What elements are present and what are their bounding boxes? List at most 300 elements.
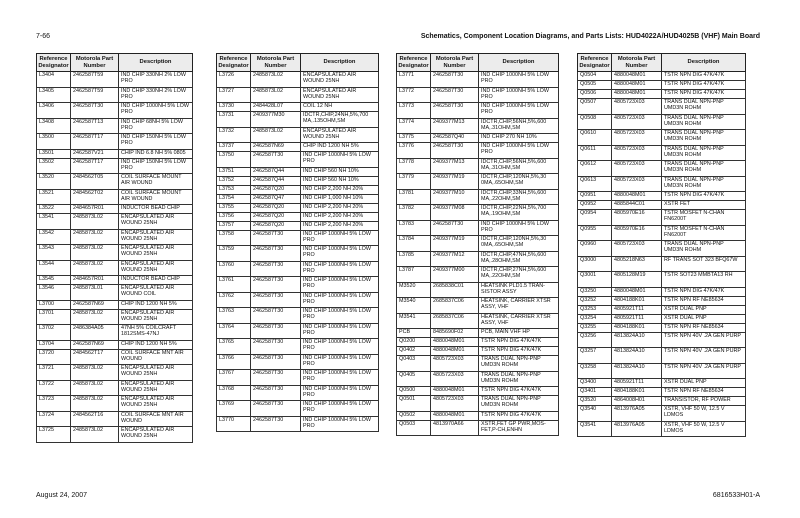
table-row [578, 332, 746, 348]
part-number: 2462587T30 [431, 72, 479, 88]
table-row [397, 158, 559, 174]
reference-designator: L3765 [217, 339, 251, 355]
col-header-description: Description [301, 54, 379, 72]
table-row [37, 134, 193, 150]
description: IND CHIP 1000NH 5% LOW PRO [301, 354, 379, 370]
part-number: 4813976A05 [612, 406, 662, 422]
table-row [217, 230, 379, 246]
part-number: 2409377M08 [431, 205, 479, 221]
description: TRANS DUAL NPN-PNP UMD3N ROHM [662, 161, 746, 177]
description: TSTR NPN DIG 47K/47K [662, 192, 746, 201]
table-row [217, 194, 379, 203]
reference-designator: L3778 [397, 158, 431, 174]
reference-designator: Q0612 [578, 161, 612, 177]
part-number: 2409377M10 [431, 189, 479, 205]
description: IDCTR,CHIP,47NH,5%,600 MA,.28OHM,SM [479, 251, 559, 267]
part-number: 4805723X03 [612, 99, 662, 115]
table-row [37, 103, 193, 119]
reference-designator: L3723 [37, 396, 71, 412]
part-number: 4880048M01 [612, 287, 662, 296]
reference-designator: L3732 [217, 127, 251, 143]
table-row [397, 298, 559, 314]
part-number: 2462587Q20 [251, 212, 301, 221]
description: IND CHIP 1,000 NH 10% [301, 194, 379, 203]
description: TRANS DUAL NPN-PNP UMD3N ROHM [662, 176, 746, 192]
description: XSTR DUAL PNP [662, 314, 746, 323]
description: TSTR NPN 40V .2A GEN PURP [662, 348, 746, 364]
reference-designator: Q0504 [578, 72, 612, 81]
reference-designator: L3408 [37, 118, 71, 134]
col-header-part-number: Motorola Part Number [431, 54, 479, 72]
table-row [578, 272, 746, 288]
part-number: 2409377M19 [431, 174, 479, 190]
part-number: 2484562T17 [71, 349, 119, 365]
table-row [397, 134, 559, 143]
part-number: 2462587T30 [251, 152, 301, 168]
reference-designator: Q3257 [578, 348, 612, 364]
table-row [37, 309, 193, 325]
description: IND CHIP 2,200 NH 20% [301, 203, 379, 212]
description: IND CHIP 1000NH 5% LOW PRO [301, 370, 379, 386]
table-row [37, 118, 193, 134]
col-header-description: Description [662, 54, 746, 72]
table-row [37, 427, 193, 443]
part-number: 2485873L02 [71, 309, 119, 325]
part-number: 2462587T30 [431, 87, 479, 103]
description: TRANS DUAL NPN-PNP UMD3N ROHM [662, 114, 746, 130]
reference-designator: L3772 [397, 87, 431, 103]
table-row [578, 397, 746, 406]
table-row [217, 221, 379, 230]
description: TRANS DUAL NPN-PNP UMD3N ROHM [662, 99, 746, 115]
description: TSTR NPN 40V .2A GEN PURP [662, 363, 746, 379]
table-row [397, 313, 559, 329]
reference-designator: L3758 [217, 230, 251, 246]
reference-designator: Q0200 [397, 338, 431, 347]
reference-designator: L3773 [397, 103, 431, 119]
reference-designator: L3722 [37, 380, 71, 396]
reference-designator: L3755 [217, 203, 251, 212]
reference-designator: Q0402 [397, 347, 431, 356]
part-number: 2462587T30 [431, 220, 479, 236]
reference-designator: L3501 [37, 149, 71, 158]
table-row [37, 300, 193, 309]
reference-designator: L3768 [217, 385, 251, 401]
table-row [578, 348, 746, 364]
part-number: 2462587Q20 [251, 221, 301, 230]
part-number: 2485873L01 [71, 285, 119, 301]
part-number: 2409377M13 [431, 118, 479, 134]
reference-designator: L3764 [217, 323, 251, 339]
part-number: 4880048M01 [431, 347, 479, 356]
part-number: 2485873L02 [71, 396, 119, 412]
part-number: 2462587T30 [431, 143, 479, 159]
table-row [37, 245, 193, 261]
description: IND CHIP 1000NH 5% LOW PRO [301, 246, 379, 262]
table-row [578, 241, 746, 257]
description: CHIP IND 1200 NH 5% [119, 340, 193, 349]
description: IND CHIP 1000NH 5% LOW PRO [301, 401, 379, 417]
part-number: 2685838C01 [431, 282, 479, 298]
reference-designator: L3754 [217, 194, 251, 203]
reference-designator: PCB [397, 329, 431, 338]
part-number: 4804188K01 [612, 323, 662, 332]
description: TSTR NPN 40V .2A GEN PURP [662, 332, 746, 348]
description: TRANS DUAL NPN-PNP UMD3N ROHM [479, 371, 559, 387]
part-number: 4805970E16 [612, 210, 662, 226]
description: IND CHIP 68NH 5% LOW PRO [119, 118, 193, 134]
reference-designator: L3770 [217, 416, 251, 432]
part-number: 4813976A05 [612, 421, 662, 437]
part-number: 2484657R01 [71, 276, 119, 285]
table-row [397, 174, 559, 190]
description: ENCAPSULATED AIR WOUND 25NH [119, 309, 193, 325]
table-row [578, 305, 746, 314]
reference-designator: Q0960 [578, 241, 612, 257]
reference-designator: L3750 [217, 152, 251, 168]
part-number: 4805970E16 [612, 225, 662, 241]
part-number: 2685837C06 [431, 313, 479, 329]
description: ENCAPSULATED AIR WOUND 25NH [119, 380, 193, 396]
description: COIL SURFACE MOUNT AIR WOUND [119, 174, 193, 190]
part-number: 2409377M30 [251, 112, 301, 128]
reference-designator: L3784 [397, 236, 431, 252]
table-row [578, 256, 746, 272]
reference-designator: Q3255 [578, 323, 612, 332]
table-row [37, 72, 193, 88]
reference-designator: L3767 [217, 370, 251, 386]
part-number: 8485690F02 [431, 329, 479, 338]
reference-designator: L3771 [397, 72, 431, 88]
reference-designator: L3724 [37, 411, 71, 427]
part-number: 2486384A05 [71, 325, 119, 341]
part-number: 2462587T59 [71, 87, 119, 103]
page-header [36, 33, 760, 45]
part-number: 2485873L02 [71, 229, 119, 245]
table-row [578, 323, 746, 332]
part-number: 4880048M01 [612, 72, 662, 81]
part-number: 2462587N69 [251, 143, 301, 152]
part-number: 2484428L07 [251, 103, 301, 112]
description: TSTR NPN DIG 47K/47K [662, 90, 746, 99]
description: TRANS DUAL NPN-PNP UMD3N ROHM [662, 145, 746, 161]
part-number: 2462587Q20 [251, 203, 301, 212]
description: COIL SURFACE MNT AIR WOUND [119, 349, 193, 365]
description: IDCTR,CHIP,56NH,5%,600 MA,.31OHM,SM [479, 158, 559, 174]
description: IND CHIP 1000NH 5% LOW PRO [479, 72, 559, 88]
reference-designator: L3725 [37, 427, 71, 443]
description: TSTR NPN RF NE85634 [662, 296, 746, 305]
part-number: 2462587T17 [71, 158, 119, 174]
part-number: 4805921T11 [612, 305, 662, 314]
reference-designator: Q0403 [397, 356, 431, 372]
part-number: 4880048M01 [431, 387, 479, 396]
reference-designator: L3521 [37, 189, 71, 205]
reference-designator: M3541 [397, 313, 431, 329]
table-row [217, 167, 379, 176]
part-number: 2462587T30 [431, 103, 479, 119]
reference-designator: L3759 [217, 246, 251, 262]
reference-designator: L3726 [217, 72, 251, 88]
table-row [217, 143, 379, 152]
col-header-description: Description [119, 54, 193, 72]
description: IDCTR,CHIP,120NH,5%,30 0MA,.65OHM,SM [479, 236, 559, 252]
part-number: 2462587N69 [71, 340, 119, 349]
reference-designator: Q0506 [578, 90, 612, 99]
reference-designator: L3541 [37, 214, 71, 230]
table-row [397, 267, 559, 283]
description: IND CHIP 1000NH 5% LOW PRO [301, 292, 379, 308]
part-number: 2485873L02 [251, 87, 301, 103]
description: TSTR NPN DIG 47K/47K [479, 387, 559, 396]
part-number: 2462587T13 [71, 118, 119, 134]
description: IND CHIP 1000NH 5% LOW PRO [301, 308, 379, 324]
reference-designator: L3781 [397, 189, 431, 205]
reference-designator: L3730 [217, 103, 251, 112]
table-row [217, 72, 379, 88]
reference-designator: L3761 [217, 277, 251, 293]
description: ENCAPSULATED AIR WOUND 25NH [301, 72, 379, 88]
description: TSTR MOSFET N-CHAN FN6200T [662, 210, 746, 226]
table-row [217, 185, 379, 194]
part-number: 2409377M00 [431, 267, 479, 283]
part-number: 4813970A66 [431, 420, 479, 436]
table-row [578, 201, 746, 210]
reference-designator: L3522 [37, 205, 71, 214]
reference-designator: L3544 [37, 260, 71, 276]
table-row [397, 411, 559, 420]
part-number: 2462587Q47 [251, 194, 301, 203]
part-number: 2484657R01 [71, 205, 119, 214]
description: IND CHIP 1000NH 5% LOW PRO [301, 152, 379, 168]
part-number: 4805723X03 [612, 241, 662, 257]
reference-designator: L3404 [37, 72, 71, 88]
table-row [37, 87, 193, 103]
table-row [397, 72, 559, 88]
table-row [37, 380, 193, 396]
reference-designator: L3760 [217, 261, 251, 277]
description: XSTR, VHF 50 W, 12.5 V LDMOS [662, 421, 746, 437]
table-row [397, 220, 559, 236]
description: IND CHIP 1000NH 5% LOW PRO [479, 103, 559, 119]
parts-table-1 [36, 53, 193, 443]
table-row [37, 340, 193, 349]
table-row [578, 72, 746, 81]
description: TSTR NPN DIG 47K/47K [662, 72, 746, 81]
table-row [217, 87, 379, 103]
part-number: 2485873L02 [71, 427, 119, 443]
description: HEATSINK, CARRIER XTSR ASSY, VHF [479, 313, 559, 329]
part-number: 2462587T30 [251, 354, 301, 370]
table-row [37, 174, 193, 190]
table-row [217, 354, 379, 370]
page-title: Schematics, Component Location Diagrams, and Parts Lists: HUD4022A/HUD4025B (VHF) Main Board [420, 33, 760, 40]
table-row [397, 189, 559, 205]
part-number: 2462587T30 [251, 323, 301, 339]
part-number: 4805723X03 [431, 356, 479, 372]
table-row [217, 203, 379, 212]
table-row [217, 152, 379, 168]
table-row [37, 365, 193, 381]
description: IND CHIP 1000NH 5% LOW PRO [301, 230, 379, 246]
part-number: 4804188K01 [612, 296, 662, 305]
table-row [578, 363, 746, 379]
table-row [217, 401, 379, 417]
reference-designator: Q0508 [578, 114, 612, 130]
col-header-part-number: Motorola Part Number [251, 54, 301, 72]
reference-designator: L3500 [37, 134, 71, 150]
reference-designator: Q3541 [578, 421, 612, 437]
part-number: 2409377M13 [431, 158, 479, 174]
reference-designator: L3762 [217, 292, 251, 308]
table-row [578, 388, 746, 397]
part-number: 4880048M01 [612, 90, 662, 99]
description: TSTR NPN DIG 47K/47K [479, 347, 559, 356]
reference-designator: Q0951 [578, 192, 612, 201]
reference-designator: L3546 [37, 285, 71, 301]
reference-designator: L3769 [217, 401, 251, 417]
part-number: 2462587Q20 [251, 185, 301, 194]
description: HEATSINK PLD1.5 TRAN-SISTOR ASSY [479, 282, 559, 298]
table-row [37, 149, 193, 158]
reference-designator: L3520 [37, 174, 71, 190]
table-row [397, 118, 559, 134]
reference-designator: L3727 [217, 87, 251, 103]
reference-designator: L3763 [217, 308, 251, 324]
table-row [217, 339, 379, 355]
part-number: 2485873L02 [251, 127, 301, 143]
parts-table-4 [577, 53, 746, 437]
page-number: 7-66 [36, 33, 51, 40]
description: ENCAPSULATED AIR WOUND 25NH [119, 396, 193, 412]
description: IND CHIP 2,200 NH 20% [301, 221, 379, 230]
reference-designator: Q0952 [578, 201, 612, 210]
col-header-reference: Reference Designator [37, 54, 71, 72]
reference-designator: Q0610 [578, 130, 612, 146]
reference-designator: L3702 [37, 325, 71, 341]
reference-designator: Q0955 [578, 225, 612, 241]
part-number: 2409377M19 [431, 236, 479, 252]
part-number: 2462587Q40 [431, 134, 479, 143]
table-row [578, 145, 746, 161]
table-row [37, 205, 193, 214]
table-row [397, 251, 559, 267]
description: ENCAPSULATED AIR WOUND 25NH [301, 87, 379, 103]
description: TRANS DUAL NPN-PNP UMD3N ROHM [662, 130, 746, 146]
description: TRANS DUAL NPN-PNP UMD3N ROHM [479, 396, 559, 412]
page-footer [36, 492, 760, 504]
part-number: 2462587T30 [251, 308, 301, 324]
description: TSTR SOT23 MMBTA13 RH [662, 272, 746, 288]
table-row [578, 379, 746, 388]
reference-designator: Q0502 [397, 411, 431, 420]
description: ENCAPSULATED AIR WOUND COIL [119, 285, 193, 301]
part-number: 4805218N63 [612, 256, 662, 272]
table-row [37, 276, 193, 285]
description: PCB, MAIN VHF HP [479, 329, 559, 338]
table-row [217, 292, 379, 308]
description: IDCTR,CHIP,24NH,5%,700 MA,.135OHM,SM [301, 112, 379, 128]
part-number: 4805723X03 [612, 176, 662, 192]
reference-designator: L3775 [397, 134, 431, 143]
table-row [217, 246, 379, 262]
part-number: 2462587T30 [251, 370, 301, 386]
table-row [578, 225, 746, 241]
reference-designator: L3756 [217, 212, 251, 221]
part-number: 4813824A10 [612, 332, 662, 348]
col-header-part-number: Motorola Part Number [612, 54, 662, 72]
table-row [37, 260, 193, 276]
part-number: 2685837C06 [431, 298, 479, 314]
table-row [217, 112, 379, 128]
reference-designator: L3405 [37, 87, 71, 103]
reference-designator: L3545 [37, 276, 71, 285]
table-row [37, 285, 193, 301]
table-row [578, 296, 746, 305]
table-row [37, 214, 193, 230]
reference-designator: L3752 [217, 176, 251, 185]
description: IND CHIP 1000NH 5% LOW PRO [301, 416, 379, 432]
description: IND CHIP 1000NH 5% LOW PRO [479, 220, 559, 236]
table-row [397, 396, 559, 412]
table-row [578, 192, 746, 201]
reference-designator: Q0503 [397, 420, 431, 436]
part-number: 4885844C01 [612, 201, 662, 210]
description: IND CHIP 1000NH 5% LOW PRO [301, 323, 379, 339]
part-number: 2485873L02 [71, 365, 119, 381]
reference-designator: L3753 [217, 185, 251, 194]
description: TSTR NPN DIG 47K/47K [662, 81, 746, 90]
description: COIL SURFACE MOUNT AIR WOUND [119, 189, 193, 205]
col-header-reference: Reference Designator [578, 54, 612, 72]
part-number: 4805723X03 [612, 130, 662, 146]
reference-designator: L3502 [37, 158, 71, 174]
table-row [217, 308, 379, 324]
description: IDCTR,CHIP,56NH,5%,600 MA,.31OHM,SM [479, 118, 559, 134]
table-row [37, 411, 193, 427]
table-row [397, 282, 559, 298]
reference-designator: L3785 [397, 251, 431, 267]
table-row [217, 176, 379, 185]
reference-designator: M3520 [397, 282, 431, 298]
description: XSTR DUAL PNP [662, 379, 746, 388]
description: HEATSINK, CARRIER XTSR ASSY, VHF [479, 298, 559, 314]
part-number: 2462587T30 [251, 230, 301, 246]
part-number: 2485873L02 [71, 380, 119, 396]
part-number: 2462587N69 [71, 300, 119, 309]
table-row [217, 212, 379, 221]
col-header-description: Description [479, 54, 559, 72]
description: XSTR FET [662, 201, 746, 210]
table-row [217, 370, 379, 386]
description: IND CHIP 1000NH 5% LOW PRO [119, 103, 193, 119]
col-header-part-number: Motorola Part Number [71, 54, 119, 72]
part-number: 4880048M01 [612, 192, 662, 201]
reference-designator: L3779 [397, 174, 431, 190]
reference-designator: Q3400 [578, 379, 612, 388]
table-row [397, 356, 559, 372]
part-number: 2462587T30 [251, 261, 301, 277]
description: 47NH 5% COILCRAFT 1812SMS-47NJ [119, 325, 193, 341]
reference-designator: Q3254 [578, 314, 612, 323]
description: TRANSISTOR, RF POWER [662, 397, 746, 406]
part-number: 4813824A10 [612, 363, 662, 379]
table-row [217, 385, 379, 401]
part-number: 2485873L02 [71, 260, 119, 276]
reference-designator: L3737 [217, 143, 251, 152]
reference-designator: Q0611 [578, 145, 612, 161]
table-row [397, 371, 559, 387]
